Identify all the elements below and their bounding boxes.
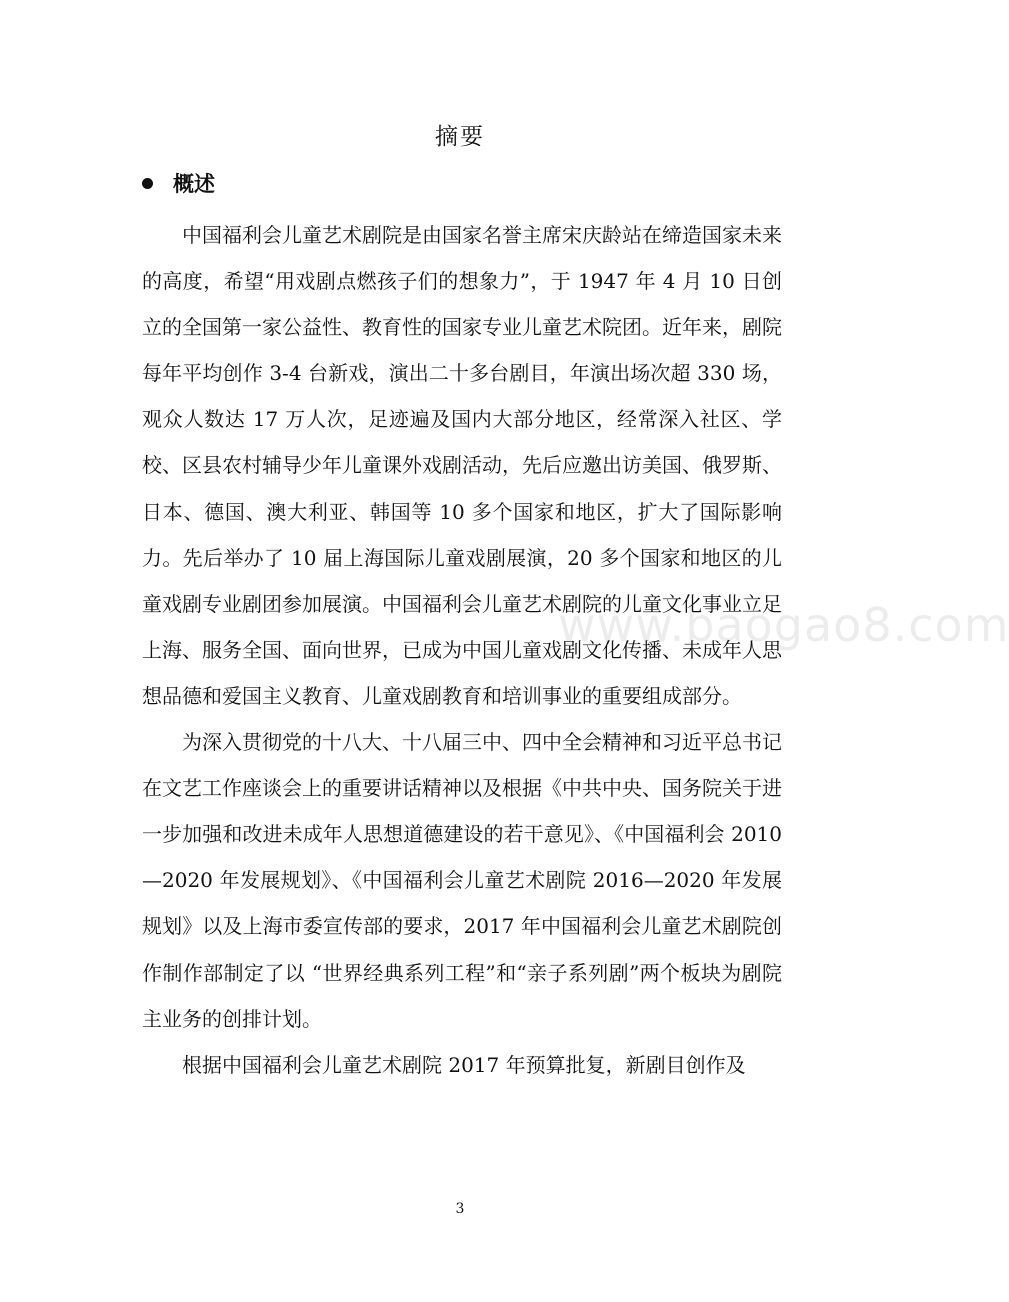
bullet-icon	[142, 178, 153, 189]
page-number: 3	[455, 1201, 465, 1217]
section-heading-text: 概述	[173, 171, 215, 196]
page-title: 摘要	[435, 124, 485, 150]
watermark: www.baogao8.com	[558, 598, 1009, 652]
body-text	[142, 212, 782, 1088]
section-heading	[142, 168, 215, 198]
paragraph-budget: 根据中国福利会儿童艺术剧院 2017 年预算批复，新剧目创作及	[182, 1052, 746, 1077]
paragraph-plan: 为深入贯彻党的十八大、十八届三中、四中全会精神和习近平总书记在文艺工作座谈会上的重要讲话精神以及根据《中共中央、国务院关于进一步加强和改进未成年人思想道德建设的若干意见》、《中国福利会 2010—2020 年发展规划》、《中国福利会儿童艺术剧院 2016—2020 年发展规划》以及上海市委宣传部的要求，2017 年中国福利会儿童艺术剧院创作制作部制定了以 “世界经典系列工程”和“亲子系列剧”两个板块为剧院主业务的创排计划。	[142, 730, 782, 1031]
paragraph-overview: 中国福利会儿童艺术剧院是由国家名誉主席宋庆龄站在缔造国家未来的高度，希望“用戏剧点燃孩子们的想象力”，于 1947 年 4 月 10 日创立的全国第一家公益性、教育性的国家专业儿童艺术院团。近年来，剧院每年平均创作 3-4 台新戏，演出二十多台剧目，年演出场次超 330 场，观众人数达 17 万人次，足迹遍及国内大部分地区，经常深入社区、学校、区县农村辅导少年儿童课外戏剧活动，先后应邀出访美国、俄罗斯、日本、德国、澳大利亚、韩国等 10 多个国家和地区，扩大了国际影响力。先后举办了 10 届上海国际儿童戏剧展演，20 多个国家和地区的儿童戏剧专业剧团参加展演。中国福利会儿童艺术剧院的儿童文化事业立足上海、服务全国、面向世界，已成为中国儿童戏剧文化传播、未成年人思想品德和爱国主义教育、儿童戏剧教育和培训事业的重要组成部分。	[142, 223, 782, 708]
